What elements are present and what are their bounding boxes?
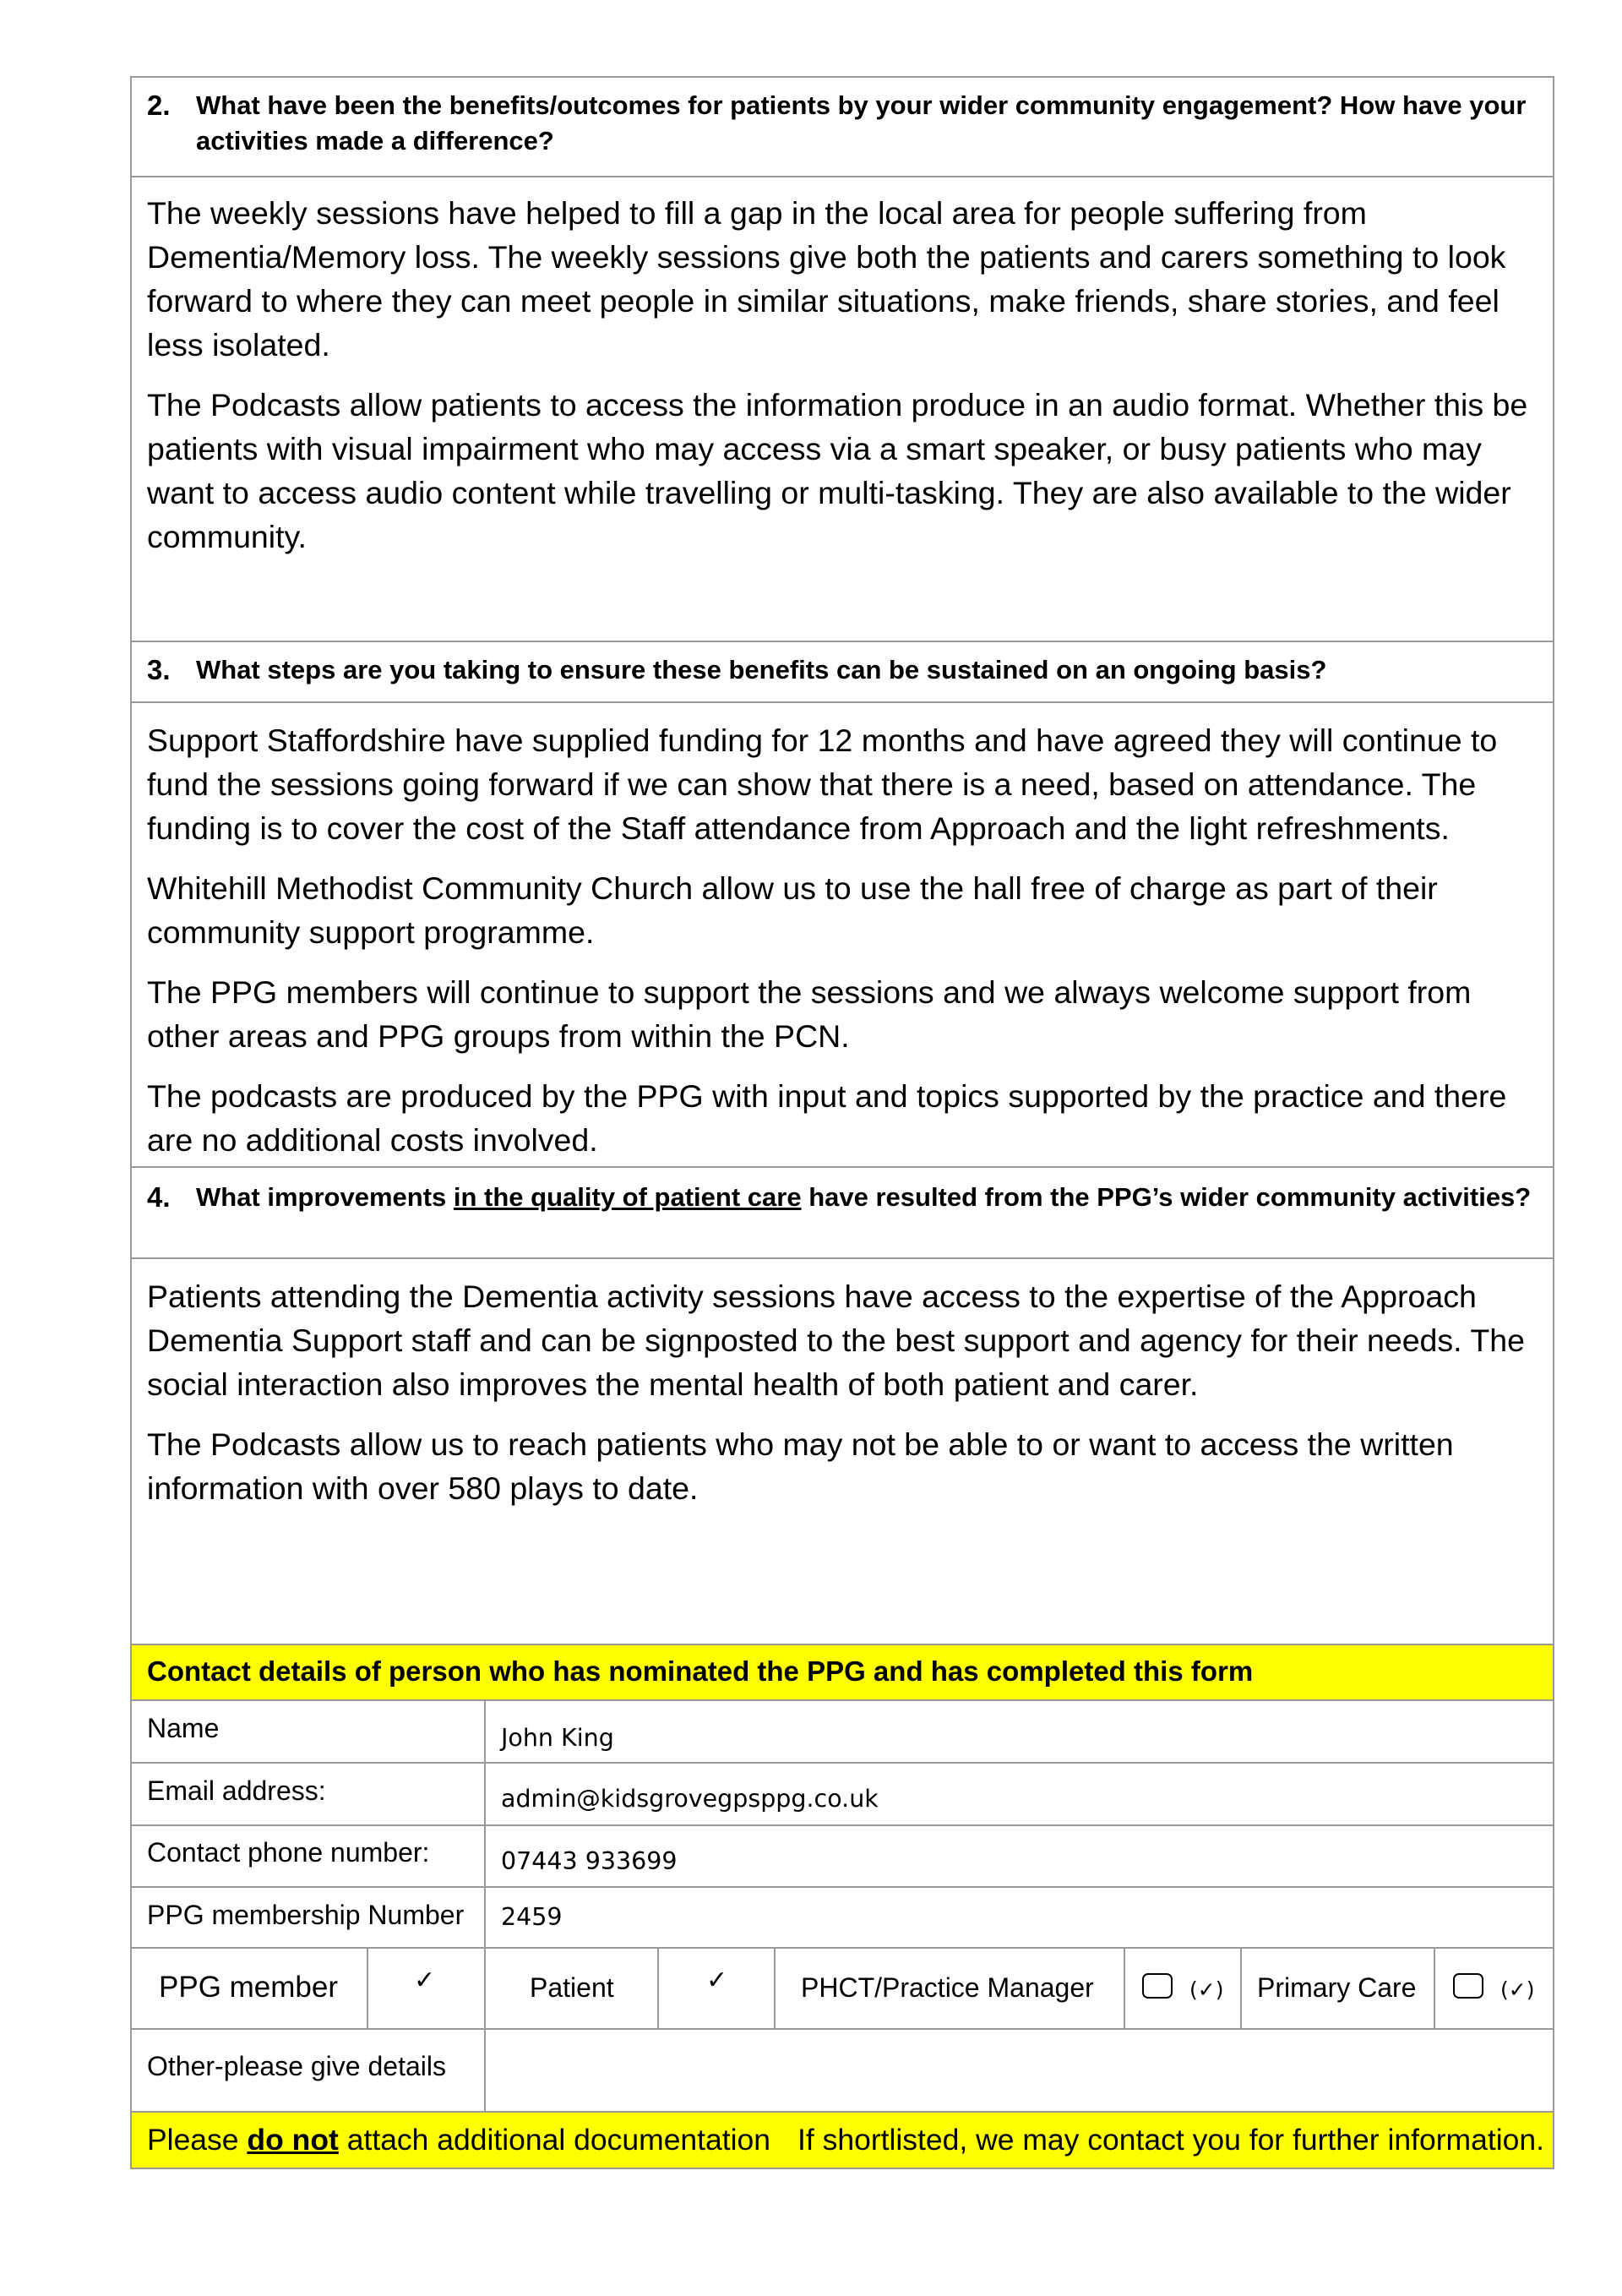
divider	[130, 1886, 1554, 1888]
primary-care-hint-checkmark-icon: (✓)	[1500, 1977, 1535, 2002]
column-divider	[484, 1699, 486, 1947]
column-divider	[484, 1947, 486, 2028]
membership-value[interactable]: 2459	[501, 1903, 563, 1931]
column-divider	[657, 1947, 659, 2028]
primary-care-checkbox[interactable]	[1453, 1973, 1483, 1999]
divider	[130, 1762, 1554, 1764]
question-text: What steps are you taking to ensure these benefits can be sustained on an ongoing basis?	[196, 655, 1327, 684]
question-text-underlined: in the quality of patient care	[453, 1182, 802, 1212]
answer-paragraph: Patients attending the Dementia activity sessions have access to the expertise of the Approach Dementia Support staff and can be signposted to the best support and agency for their needs. The social interaction also improves the mental health of both patient and carer.	[147, 1279, 1525, 1402]
name-label: Name	[147, 1713, 220, 1743]
name-value[interactable]: John King	[501, 1724, 614, 1752]
patient-checkmark-icon[interactable]: ✓	[706, 1966, 728, 1995]
email-value[interactable]: admin@kidsgrovegpsppg.co.uk	[501, 1785, 879, 1813]
phct-checkbox[interactable]	[1142, 1973, 1173, 1999]
question-text-part: What improvements	[196, 1182, 454, 1212]
footer-text: attach additional documentation	[338, 2123, 771, 2157]
answer-paragraph: Whitehill Methodist Community Church allow us to use the hall free of charge as part of their community support programme.	[147, 870, 1438, 950]
question-number: 2.	[147, 90, 171, 121]
divider	[130, 1699, 1554, 1701]
column-divider	[1434, 1947, 1435, 2028]
footer-text: Please	[147, 2123, 248, 2157]
answer-paragraph: The podcasts are produced by the PPG with input and topics supported by the practice and there are no additional costs involved.	[147, 1078, 1507, 1158]
question-text-part: have resulted from the PPG’s wider community activities?	[801, 1182, 1532, 1212]
answer-4	[147, 1274, 1549, 1526]
divider	[130, 2028, 1554, 2030]
footer-left	[147, 2123, 770, 2157]
column-divider	[484, 2028, 486, 2111]
phone-value[interactable]: 07443 933699	[501, 1847, 678, 1875]
divider	[130, 1257, 1554, 1259]
answer-paragraph: The PPG members will continue to support the sessions and we always welcome support from other areas and PPG groups from within the PCN.	[147, 974, 1472, 1054]
question-number: 3.	[147, 654, 171, 685]
email-label: Email address:	[147, 1775, 326, 1806]
column-divider	[367, 1947, 368, 2028]
footer-right: If shortlisted, we may contact you for further information.	[797, 2123, 1544, 2157]
divider	[130, 641, 1554, 642]
membership-label: PPG membership Number	[147, 1900, 465, 1930]
answer-paragraph: The weekly sessions have helped to fill a gap in the local area for people suffering from Dementia/Memory loss. The weekly sessions give both the patients and carers something to look forward to where they can meet people in similar situations, make friends, share stories, and feel less isolated.	[147, 195, 1506, 363]
role-patient-label: Patient	[530, 1972, 614, 2003]
other-label: Other-please give details	[147, 2051, 446, 2081]
role-ppg-member-label: PPG member	[159, 1971, 338, 2004]
answer-3	[147, 718, 1549, 1178]
phct-hint-checkmark-icon: (✓)	[1189, 1977, 1224, 2002]
role-phct-label: PHCT/Practice Manager	[801, 1972, 1094, 2003]
question-text: What have been the benefits/outcomes for patients by your wider community engagement? How have your activities made a difference?	[196, 90, 1527, 155]
footer-emphasis: do not	[247, 2123, 339, 2157]
phone-label: Contact phone number:	[147, 1837, 430, 1868]
contact-heading: Contact details of person who has nominated the PPG and has completed this form	[147, 1655, 1254, 1687]
column-divider	[1124, 1947, 1125, 2028]
divider	[130, 1824, 1554, 1826]
divider	[130, 176, 1554, 177]
column-divider	[774, 1947, 776, 2028]
divider	[130, 1947, 1554, 1949]
answer-paragraph: The Podcasts allow patients to access the information produce in an audio format. Whether this be patients with visual impairment who may access via a smart speaker, or busy patients who may want to access audio content while travelling or multi-tasking. They are also available to the wider community.	[147, 387, 1528, 554]
ppg-member-checkmark-icon[interactable]: ✓	[414, 1966, 436, 1995]
answer-paragraph: Support Staffordshire have supplied funding for 12 months and have agreed they will continue to fund the sessions going forward if we can show that there is a need, based on attendance. The funding is to cover the cost of the Staff attendance from Approach and the light refreshments.	[147, 723, 1498, 846]
answer-2	[147, 191, 1549, 575]
answer-paragraph: The Podcasts allow us to reach patients who may not be able to or want to access the written information with over 580 plays to date.	[147, 1426, 1454, 1506]
column-divider	[1240, 1947, 1242, 2028]
question-number: 4.	[147, 1181, 171, 1213]
divider	[130, 701, 1554, 703]
question-text	[196, 1180, 1532, 1215]
role-primary-care-label: Primary Care	[1257, 1972, 1417, 2003]
